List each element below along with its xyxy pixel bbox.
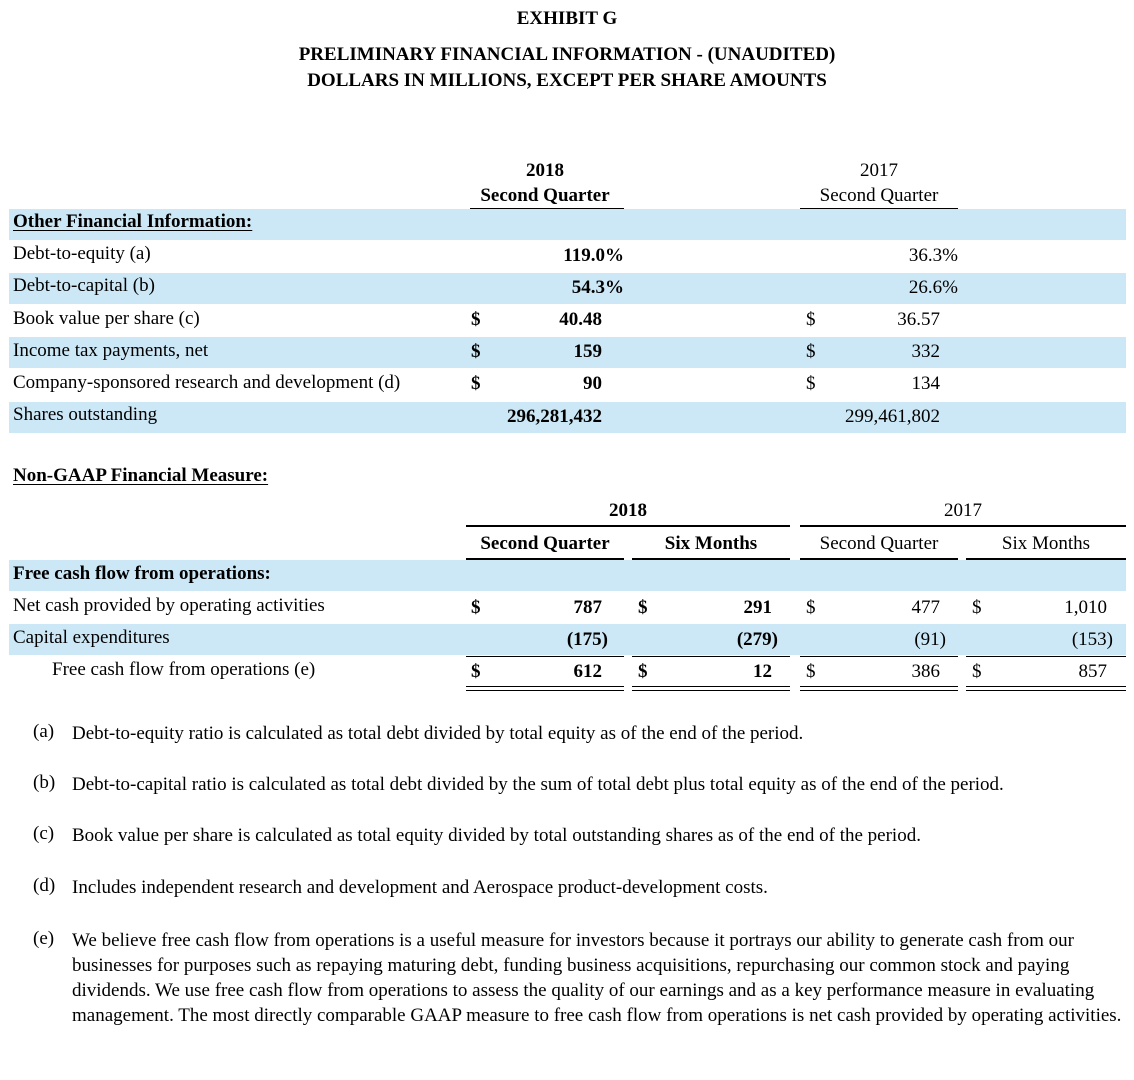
value-q2017: (91) xyxy=(914,629,946,650)
value-2018: 54.3% xyxy=(571,277,624,298)
currency: $ xyxy=(638,597,648,618)
row-label-free-cash-flow: Free cash flow from operations (e) xyxy=(52,659,316,680)
currency: $ xyxy=(972,661,982,682)
subsection-free-cash-flow: Free cash flow from operations: xyxy=(13,563,271,584)
subtotal-rule xyxy=(800,656,958,657)
value-q2018: 787 xyxy=(573,597,602,618)
currency-2017: $ xyxy=(806,373,816,394)
row-label-book-value: Book value per share (c) xyxy=(13,308,200,329)
subtotal-rule xyxy=(466,656,624,657)
footnote-mark: (a) xyxy=(33,721,55,742)
total-double-rule xyxy=(800,686,958,691)
col-2017-year: 2017 xyxy=(860,160,898,181)
subtotal-rule xyxy=(966,656,1126,657)
footnote-text: Debt-to-capital ratio is calculated as total debt divided by the sum of total debt plus total equity as of the end of the period. xyxy=(72,774,1004,795)
subtotal-rule xyxy=(632,656,790,657)
value-six2017: (153) xyxy=(1071,629,1113,650)
header-six-months-2018: Six Months xyxy=(664,533,758,554)
footnote-text: We believe free cash flow from operations is a useful measure for investors because it portrays our ability to generate cash from our businesses for purposes such as repaying maturing debt, funding business acquisitions, repurchasing our common stock and paying dividends. We use free cash flow from operations to assess the quality of our earnings and as a key performance measure in evaluating management. The most directly comparable GAAP measure to free cash flow from operations is net cash provided by operating activities. xyxy=(72,930,1122,1026)
value-2017: 332 xyxy=(911,341,940,362)
row-label-research-development: Company-sponsored research and development (d) xyxy=(13,372,401,393)
value-q2017: 477 xyxy=(911,597,940,618)
value-six2018: (279) xyxy=(736,629,778,650)
value-six2017: 857 xyxy=(1078,661,1107,682)
value-2018: 296,281,432 xyxy=(507,406,602,427)
value-q2017: 386 xyxy=(911,661,940,682)
col-2018-year: 2018 xyxy=(526,160,564,181)
report-title-line1: PRELIMINARY FINANCIAL INFORMATION - (UNAUDITED) xyxy=(298,44,836,65)
value-2017: 36.57 xyxy=(897,309,940,330)
currency: $ xyxy=(471,597,481,618)
header-six-months-2017: Six Months xyxy=(1001,533,1091,554)
total-double-rule xyxy=(466,686,624,691)
col-2017-period: Second Quarter xyxy=(819,185,939,206)
currency-2018: $ xyxy=(471,341,481,362)
year-2017-header: 2017 xyxy=(944,500,982,521)
value-2017: 26.6% xyxy=(908,277,958,298)
row-label-debt-to-equity: Debt-to-equity (a) xyxy=(13,243,151,264)
total-double-rule xyxy=(966,686,1126,691)
row-label-net-cash: Net cash provided by operating activities xyxy=(13,595,325,616)
currency-2017: $ xyxy=(806,341,816,362)
value-2018: 90 xyxy=(583,373,602,394)
value-q2018: (175) xyxy=(566,629,608,650)
section-title-non-gaap: Non-GAAP Financial Measure: xyxy=(13,465,269,486)
value-2017: 36.3% xyxy=(908,245,958,266)
currency-2018: $ xyxy=(471,309,481,330)
currency: $ xyxy=(972,597,982,618)
footnote-mark: (e) xyxy=(33,928,55,949)
total-double-rule xyxy=(632,686,790,691)
value-2018: 119.0% xyxy=(563,245,624,266)
currency: $ xyxy=(638,661,648,682)
footnote-mark: (d) xyxy=(33,875,56,896)
row-label-debt-to-capital: Debt-to-capital (b) xyxy=(13,275,155,296)
year-2018-header: 2018 xyxy=(609,500,647,521)
footnote-text: Book value per share is calculated as total equity divided by total outstanding shares as of the end of the period. xyxy=(72,825,921,846)
section-title-other: Other Financial Information: xyxy=(13,211,253,232)
footnote-mark: (b) xyxy=(33,772,56,793)
value-2017: 134 xyxy=(911,373,940,394)
value-six2017: 1,010 xyxy=(1064,597,1107,618)
currency-2017: $ xyxy=(806,309,816,330)
header-second-quarter-2018: Second Quarter xyxy=(480,533,610,554)
value-2017: 299,461,802 xyxy=(845,406,940,427)
currency: $ xyxy=(806,661,816,682)
footnote-mark: (c) xyxy=(33,823,55,844)
row-label-shares-outstanding: Shares outstanding xyxy=(13,404,158,425)
value-six2018: 12 xyxy=(753,661,772,682)
value-six2018: 291 xyxy=(743,597,772,618)
currency: $ xyxy=(471,661,481,682)
row-label-capital-expenditures: Capital expenditures xyxy=(13,627,170,648)
report-title-line2: DOLLARS IN MILLIONS, EXCEPT PER SHARE AMOUNTS xyxy=(307,70,827,91)
value-2018: 159 xyxy=(573,341,602,362)
footnote-text: Includes independent research and development and Aerospace product-development costs. xyxy=(72,877,768,898)
footnote-text: Debt-to-equity ratio is calculated as total debt divided by total equity as of the end of the period. xyxy=(72,723,804,744)
row-label-income-tax: Income tax payments, net xyxy=(13,340,209,361)
currency-2018: $ xyxy=(471,373,481,394)
year-2018-rule xyxy=(466,525,790,527)
value-2018: 40.48 xyxy=(559,309,602,330)
col-2018-period: Second Quarter xyxy=(480,185,610,206)
year-2017-rule xyxy=(800,525,1126,527)
header-second-quarter-2017: Second Quarter xyxy=(819,533,939,554)
value-q2018: 612 xyxy=(573,661,602,682)
exhibit-label: EXHIBIT G xyxy=(516,8,618,29)
currency: $ xyxy=(806,597,816,618)
